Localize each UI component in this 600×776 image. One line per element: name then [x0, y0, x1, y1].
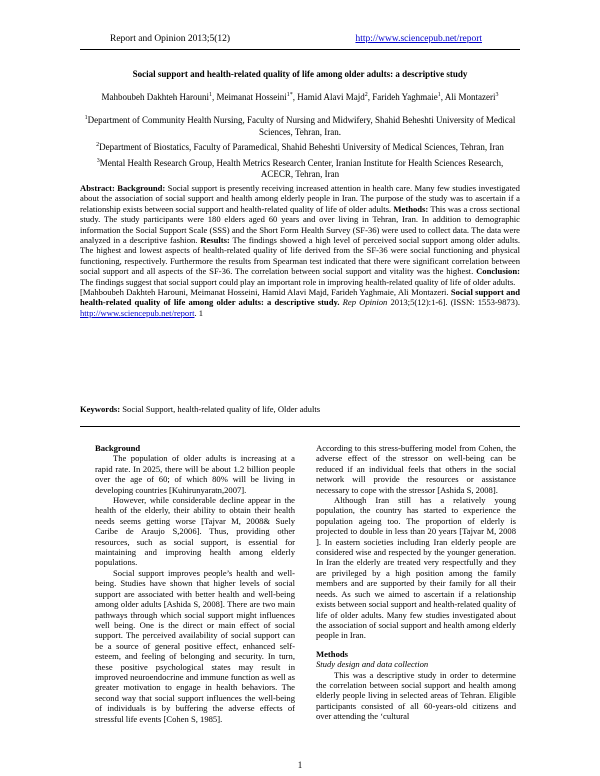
header-divider: [80, 49, 520, 50]
methods-label: Methods:: [393, 203, 429, 214]
paragraph: The population of older adults is increasing at a rapid rate. In 2025, there will be about 1.2 billion people over the age of 60; of which 80% will be living in developing countries [Kuhirunyaratn,2007].: [95, 453, 295, 495]
abstract-label: Abstract:: [80, 183, 115, 193]
affiliation: $^1$Department of Community Health Nursing, Faculty of Nursing and Midwifery, Shahid Beheshti University of Medical Sciences, Tehran, Iran.: [84, 115, 516, 137]
page-number: 1: [297, 760, 303, 770]
citation-authors: [Mahboubeh Dakhteh Harouni, Meimanat Hosseini, Hamid Alavi Majd, Farideh Yaghmaie, Ali Montazeri.: [80, 287, 451, 298]
methods-heading: Methods: [316, 648, 348, 659]
citation-url-link[interactable]: http://www.sciencepub.net/report: [80, 307, 195, 318]
paragraph: Social support improves people’s health and well-being. Studies have shown that higher levels of social support are associated with better health and well-being among older adults [Ashida S, 2008]. There are two main pathways through which social support might influences well being. One is the direct or main effect of social support. The perceived availability of social support can be a source of general positive effect, enhanced self-esteem, and feeling of belonging and security. In turn, these positive psychological states may result in improved neuroendocrine and immune function as well as greater motivation to engage in health behaviors. The second way that social support influences the well-being of individuals is by buffering the adverse effects of stressful life events [Cohen S, 1985].: [95, 567, 295, 724]
journal-citation: Report and Opinion 2013;5(12): [110, 34, 231, 44]
affiliation: $^2$Department of Biostatics, Faculty of Paramedical, Shahid Beheshti University of Medical Sciences, Tehran, Iran: [96, 142, 504, 152]
author: Farideh Yaghmaie: [372, 92, 438, 102]
author-list: Mahboubeh Dakhteh Harouni$^1$, Meimanat Hosseini$^{1*}$, Hamid Alavi Majd$^2$, Farideh Yaghmaie$^1$, Ali Montazeri$^3$: [101, 92, 499, 102]
background-label: Background:: [117, 183, 166, 193]
paragraph: This was a descriptive study in order to determine the correlation between social support and health among elderly people living in selected areas of Tehran. Eligible participants consisted of all 60-years-old citizens and over attending the ‘cultural: [316, 669, 516, 722]
keywords-label: Keywords:: [80, 404, 121, 414]
paragraph: According to this stress-buffering model from Cohen, the adverse effect of the stressor on well-being can be reduced if an individual feels that others in the social network will provide the resources or assistance necessary to cope with the stressor [Ashida S, 2008].: [316, 443, 516, 495]
affiliations: [80, 113, 520, 183]
abstract: Abstract: Background: Social support is presently receiving increased attention in health care. Many few studies investigated about the association of social support and health among elderly people in Iran. The purpose of the study was to ascertain if a relationship exists between social support and health-related quality of life of older adults. Methods: This was a cross sectional study. The study participants were 180 elders aged 60 years and over living in Tehran, Iran. In addition to demographic information the Social Support Scale (SSS) and the Short Form Health Survey (SF-36) were used to collect data. The data were analyzed in a descriptive fashion. Results: The findings showed a high level of perceived social support among older adults. The highest and lowest aspects of health-related quality of life derived from the SF-36 were social functioning and physical functioning, respectively. Furthermore the results from Spearman test indicated that there were significant correlation between social support and all aspects of the SF-36. The correlation between social support and vitality was the highest. Conclusion: The findings suggest that social support could play an important role in improving health-related quality of life of older adults. [Mahboubeh Dakhteh Harouni, Meimanat Hosseini, Hamid Alavi Majd, Farideh Yaghmaie, Ali Montazeri. Social support and health-related quality of life among older adults: a descriptive study. Rep Opinion 2013;5(12):1-6]. (ISSN: 1553-9873). http://www.sciencepub.net/report. 1: [80, 183, 520, 318]
affiliation: $^3$Mental Health Research Group, Health Metrics Research Center, Iranian Institute for Health Sciences Research, ACECR, Tehran, Iran: [96, 157, 504, 179]
results-label: Results:: [200, 235, 230, 246]
keywords: Keywords: Social Support, health-related quality of life, Older adults: [80, 404, 321, 414]
author: Hamid Alavi Majd: [297, 92, 365, 102]
background-heading: Background: [95, 443, 141, 453]
author: Ali Montazeri: [444, 92, 496, 102]
author: Mahboubeh Dakhteh Harouni: [101, 92, 209, 102]
paper-title: Social support and health-related quality of life among older adults: a descriptive study: [132, 69, 468, 79]
section-divider: [80, 426, 520, 427]
left-column: [95, 443, 295, 724]
paragraph: However, while considerable decline appear in the health of the elderly, their ability to obtain their health needs seems getting worse [Tajvar M, 2008& Suely Caribe de Araujo S,2006]. Thus, providing other resources, such as social support, is essential for maintaining and improving health among elderly populations.: [95, 495, 295, 568]
conclusion-label: Conclusion:: [476, 266, 520, 277]
author: Meimanat Hosseini: [216, 92, 287, 102]
running-header: [110, 34, 482, 44]
right-column: [316, 443, 516, 722]
study-design-subheading: Study design and data collection: [316, 659, 429, 670]
journal-url-link[interactable]: http://www.sciencepub.net/report: [355, 34, 482, 44]
citation-title: Social support and health-related quality of life among older adults: a descriptive study.: [80, 287, 520, 308]
paragraph: Although Iran still has a relatively young population, the country has started to experience the population ageing too. The proportion of elderly is projected to double in less than 20 years [Tajvar M, 2008 ]. In eastern societies including Iran elderly people are considered wise and respected by the younger generation. In Iran the elderly are treated very respectfully and they are privileged by a high position among the family members and are supported by their family for all their needs. As such we aimed to ascertain if a relationship exists between social support and health-related quality of life of older adults. Many few studies investigated about the association of social support and health among elderly people in Iran.: [316, 495, 516, 641]
